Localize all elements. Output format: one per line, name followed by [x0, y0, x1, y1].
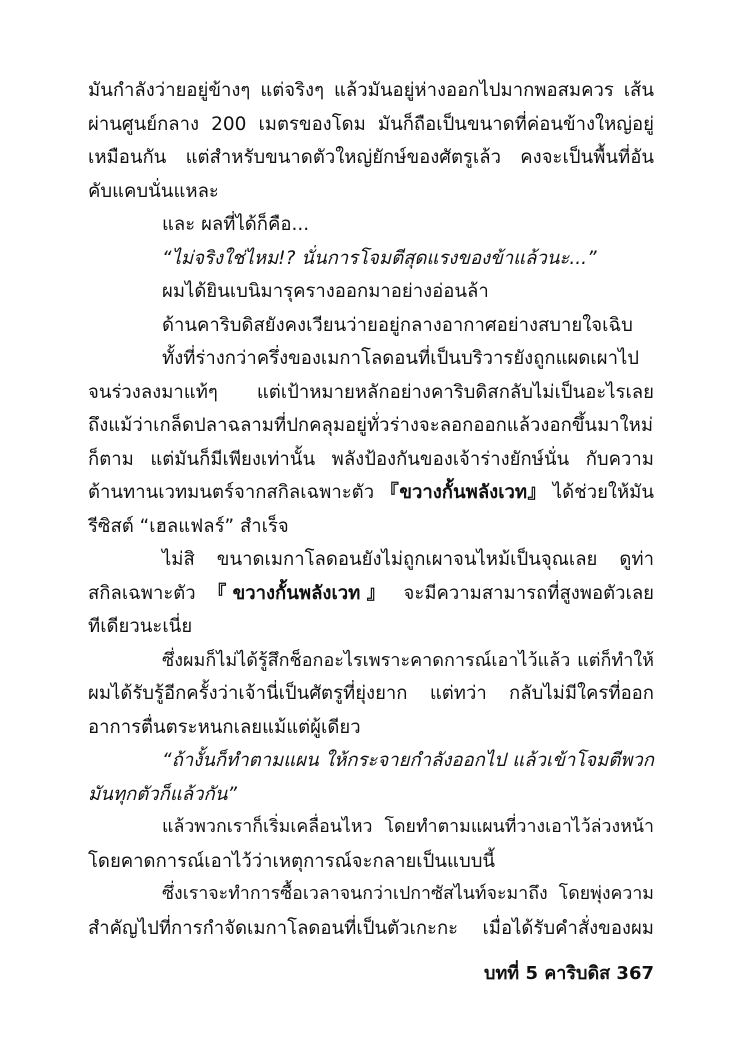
text-line: ก็ตาม แต่มันก็มีเพียงเท่านั้น พลังป้องกันของเจ้าร่างยักษ์นั่น กับความ: [88, 448, 654, 470]
dialogue-line: “ถ้างั้นก็ทำตามแผน ให้กระจายกำลังออกไป แล้วเข้าโจมตีพวก: [162, 750, 654, 771]
text-line: ทีเดียวนะเนี่ย: [88, 616, 193, 637]
dialogue-line: มันทุกตัวก็แล้วกัน”: [88, 783, 237, 805]
text-line-with-skill: [88, 577, 654, 611]
skill-name: 『ขวางกั้นพลังเวท』: [207, 582, 392, 604]
text-line: ด้านคาริบดิสยังคงเวียนว่ายอยู่กลางอากาศอย่างสบายใจเฉิบ: [162, 314, 633, 336]
text-line: ผ่านศูนย์กลาง 200 เมตรของโดม มันก็ถือเป็นขนาดที่ค่อนข้างใหญ่อยู่: [88, 113, 654, 135]
text-segment: ต้านทานเวทมนตร์จากสกิลเฉพาะตัว: [88, 482, 381, 503]
text-segment: ได้ช่วยให้มัน: [546, 482, 654, 503]
text-line: ถึงแม้ว่าเกล็ดปลาฉลามที่ปกคลุมอยู่ทั่วร่างจะลอกออกแล้วงอกขึ้นมาใหม่: [88, 415, 654, 436]
text-line: คับแคบนั่นแหละ: [88, 180, 219, 202]
page-body: [88, 74, 654, 945]
text-segment: สกิลเฉพาะตัว: [88, 582, 208, 604]
text-line: มันกำลังว่ายอยู่ข้างๆ แต่จริงๆ แล้วมันอยู่ห่างออกไปมากพอสมควร เส้น: [88, 80, 654, 101]
text-line: สำคัญไปที่การกำจัดเมกาโลดอนที่เป็นตัวเกะกะ เมื่อได้รับคำสั่งของผม: [88, 917, 654, 939]
text-line: โดยคาดการณ์เอาไว้ว่าเหตุการณ์จะกลายเป็นแบบนี้: [88, 850, 496, 872]
text-line: ซึ่งผมก็ไม่ได้รู้สึกช็อกอะไรเพราะคาดการณ์เอาไว้แล้ว แต่ก็ทำให้: [162, 649, 654, 671]
text-line: และ ผลที่ได้ก็คือ...: [162, 214, 310, 235]
text-line: รีซิสต์ “เฮลแฟลร์” สำเร็จ: [88, 515, 289, 537]
text-line: เหมือนกัน แต่สำหรับขนาดตัวใหญ่ยักษ์ของศัตรูเล้ว คงจะเป็นพื้นที่อัน: [88, 147, 654, 168]
skill-name: 『ขวางกั้นพลังเวท』: [380, 482, 547, 503]
text-line: แล้วพวกเราก็เริ่มเคลื่อนไหว โดยทำตามแผนที่วางเอาไว้ล่วงหน้า: [162, 817, 654, 837]
text-line: ผมได้รับรู้อีกครั้งว่าเจ้านี่เป็นศัตรูที่ยุ่งยาก แต่ทว่า กลับไม่มีใครที่ออก: [88, 683, 654, 704]
text-segment: จะมีความสามารถที่สูงพอตัวเลย: [391, 582, 654, 604]
page-footer: บทที่ 5 คาริบดิส 367: [484, 963, 654, 984]
text-line: ทั้งที่ร่างกว่าครึ่งของเมกาโลดอนที่เป็นบริวารยังถูกแผดเผาไป: [162, 348, 639, 369]
text-line: ผมได้ยินเบนิมารุครางออกมาอย่างอ่อนล้า: [162, 281, 489, 302]
text-line: จนร่วงลงมาแท้ๆ แต่เป้าหมายหลักอย่างคาริบดิสกลับไม่เป็นอะไรเลย: [88, 381, 654, 403]
text-line: อาการตื่นตระหนกเลยแม้แต่ผู้เดียว: [88, 716, 361, 738]
text-line: ซึ่งเราจะทำการซื้อเวลาจนกว่าเปกาซัสไนท์จะมาถึง โดยพุ่งความ: [162, 884, 654, 904]
text-line: ไม่สิ ขนาดเมกาโลดอนยังไม่ถูกเผาจนไหม้เป็นจุณเลย ดูท่า: [162, 549, 654, 570]
text-line-with-skill: [88, 476, 654, 510]
dialogue-line: “ไม่จริงใช่ไหม!? นั่นการโจมตีสุดแรงของข้าแล้วนะ...”: [162, 247, 597, 269]
